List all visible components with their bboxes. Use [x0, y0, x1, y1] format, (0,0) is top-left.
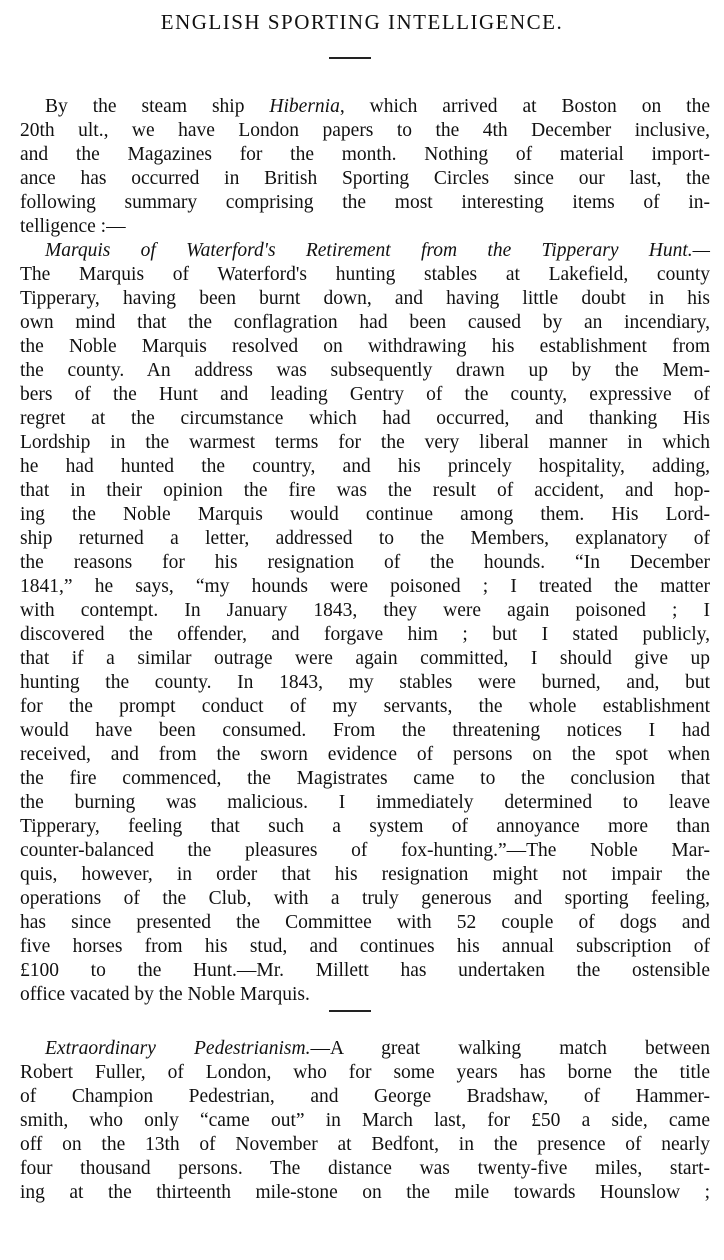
- waterford-line: own mind that the conflagration had been caused by an incendiary,: [20, 312, 710, 333]
- article-title: ENGLISH SPORTING INTELLIGENCE.: [160, 10, 564, 34]
- waterford-line: bers of the Hunt and leading Gentry of the county, expressive of: [20, 384, 710, 405]
- waterford-line: the burning was malicious. I immediately determined to leave: [20, 792, 710, 813]
- pedestrian-line: off on the 13th of November at Bedfont, in the presence of nearly: [20, 1134, 710, 1155]
- waterford-line: five horses from his stud, and continues his annual subscription of: [20, 936, 710, 957]
- waterford-line: 1841,” he says, “my hounds were poisoned ; I treated the matter: [20, 576, 710, 597]
- intro-line: and the Magazines for the month. Nothing of material import-: [20, 144, 710, 165]
- waterford-line: Tipperary, feeling that such a system of annoyance more than: [20, 816, 710, 837]
- pedestrian-first-line-rest: —A great walking match between: [310, 1038, 710, 1059]
- waterford-line: that in their opinion the fire was the result of accident, and hop-: [20, 480, 710, 501]
- pedestrian-line: smith, who only “came out” in March last, for £50 a side, came: [20, 1110, 710, 1131]
- waterford-line: the county. An address was subsequently drawn up by the Mem-: [20, 360, 710, 381]
- intro-line: 20th ult., we have London papers to the 4th December inclusive,: [20, 120, 710, 141]
- waterford-line: operations of the Club, with a truly generous and sporting feeling,: [20, 888, 710, 909]
- waterford-heading: Marquis of Waterford's Retirement from the Tipperary Hunt.—: [45, 240, 710, 261]
- intro-line: ance has occurred in British Sporting Circles since our last, the: [20, 168, 710, 189]
- pedestrian-heading: Extraordinary Pedestrianism.: [45, 1038, 311, 1059]
- waterford-line: discovered the offender, and forgave him ; but I stated publicly,: [20, 624, 710, 645]
- section-divider: [329, 1010, 371, 1012]
- waterford-line: the Noble Marquis resolved on withdrawing his establishment from: [20, 336, 710, 357]
- waterford-line: the fire commenced, the Magistrates came to the conclusion that: [20, 768, 710, 789]
- waterford-line: he had hunted the country, and his princely hospitality, adding,: [20, 456, 710, 477]
- waterford-line: quis, however, in order that his resignation might not impair the: [20, 864, 710, 885]
- waterford-line: the reasons for his resignation of the hounds. “In December: [20, 552, 710, 573]
- pedestrian-first-line: [45, 1037, 710, 1061]
- waterford-line: hunting the county. In 1843, my stables were burned, and, but: [20, 672, 710, 693]
- pedestrian-line: four thousand persons. The distance was twenty-five miles, start-: [20, 1158, 710, 1179]
- waterford-line: The Marquis of Waterford's hunting stables at Lakefield, county: [20, 264, 710, 285]
- intro-line: following summary comprising the most interesting items of in-: [20, 192, 710, 213]
- pedestrian-line: ing at the thirteenth mile-stone on the mile towards Hounslow ;: [20, 1182, 710, 1203]
- pedestrian-line: of Champion Pedestrian, and George Bradshaw, of Hammer-: [20, 1086, 710, 1107]
- waterford-line: Tipperary, having been burnt down, and having little doubt in his: [20, 288, 710, 309]
- waterford-line: that if a similar outrage were again committed, I should give up: [20, 648, 710, 669]
- pedestrian-line: Robert Fuller, of London, who for some years has borne the title: [20, 1062, 710, 1083]
- waterford-line: Lordship in the warmest terms for the very liberal manner in which: [20, 432, 710, 453]
- waterford-line: office vacated by the Noble Marquis.: [20, 984, 310, 1005]
- waterford-line: has since presented the Committee with 52 couple of dogs and: [20, 912, 710, 933]
- intro-line: By the steam ship Hibernia, which arrived at Boston on the: [45, 96, 711, 117]
- ship-name: Hibernia: [269, 96, 340, 117]
- title-divider: [329, 57, 371, 59]
- waterford-line: with contempt. In January 1843, they were again poisoned ; I: [20, 600, 710, 621]
- intro-line: telligence :—: [20, 216, 126, 237]
- waterford-line: would have been consumed. From the threatening notices I had: [20, 720, 710, 741]
- waterford-line: regret at the circumstance which had occurred, and thanking His: [20, 408, 710, 429]
- waterford-line: received, and from the sworn evidence of persons on the spot when: [20, 744, 710, 765]
- waterford-line: for the prompt conduct of my servants, the whole establishment: [20, 696, 710, 717]
- waterford-line: ship returned a letter, addressed to the Members, explanatory of: [20, 528, 710, 549]
- waterford-line: ing the Noble Marquis would continue among them. His Lord-: [20, 504, 710, 525]
- waterford-line: counter-balanced the pleasures of fox-hunting.”—The Noble Mar-: [20, 840, 710, 861]
- waterford-line: £100 to the Hunt.—Mr. Millett has undertaken the ostensible: [20, 960, 710, 981]
